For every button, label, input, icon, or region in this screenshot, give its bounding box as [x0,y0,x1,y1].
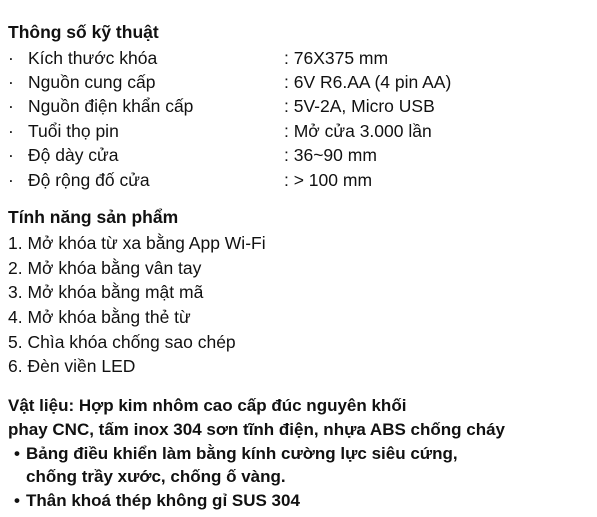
bullet-dot: • [14,444,20,463]
spec-row [8,168,373,192]
feature-item: 3. Mở khóa bằng mật mã [8,282,204,302]
spec-label: Tuổi thọ pin [28,121,119,141]
spec-row [8,70,452,94]
spec-label: Độ dày cửa [28,145,119,165]
feature-item: 2. Mở khóa bằng vân tay [8,258,202,278]
spec-value: : 36~90 mm [284,145,377,165]
feature-item: 5. Chìa khóa chống sao chép [8,332,236,352]
material-bullet-text: Bảng điều khiển làm bằng kính cường lực siêu cứng, [26,444,458,463]
material-line: Vật liệu: Hợp kim nhôm cao cấp đúc nguyên khối [8,396,407,415]
bullet-dot: · [8,145,14,165]
bullet-dot: · [8,96,14,116]
feature-item: 4. Mở khóa bằng thẻ từ [8,307,191,327]
spec-label: Độ rộng đố cửa [28,170,150,190]
spec-label: Nguồn điện khẩn cấp [28,96,194,116]
material-bullet [8,489,300,513]
feature-item: 6. Đèn viền LED [8,356,136,376]
bullet-dot: · [8,48,14,68]
material-line: phay CNC, tấm inox 304 sơn tĩnh điện, nhựa ABS chống cháy [8,420,506,439]
material-bullet-text: Thân khoá thép không gỉ SUS 304 [26,491,300,510]
spec-value: : 6V R6.AA (4 pin AA) [284,72,452,92]
spec-row [8,94,435,118]
material-bullet [8,442,458,466]
spec-label: Kích thước khóa [28,48,158,68]
features-heading: Tính năng sản phẩm [8,207,179,227]
bullet-dot: · [8,121,14,141]
spec-row [8,46,389,70]
bullet-dot: • [14,491,20,510]
spec-row [8,119,432,143]
spec-value: : > 100 mm [284,170,373,190]
spec-value: : 76X375 mm [284,48,389,68]
bullet-dot: · [8,72,14,92]
specs-heading: Thông số kỹ thuật [8,22,159,42]
spec-value: : Mở cửa 3.000 lần [284,121,432,141]
feature-item: 1. Mở khóa từ xa bằng App Wi-Fi [8,233,266,253]
spec-value: : 5V-2A, Micro USB [284,96,435,116]
material-bullet-continuation: chống trầy xước, chống ố vàng. [26,467,286,486]
spec-label: Nguồn cung cấp [28,72,156,92]
spec-row [8,143,377,167]
bullet-dot: · [8,170,14,190]
